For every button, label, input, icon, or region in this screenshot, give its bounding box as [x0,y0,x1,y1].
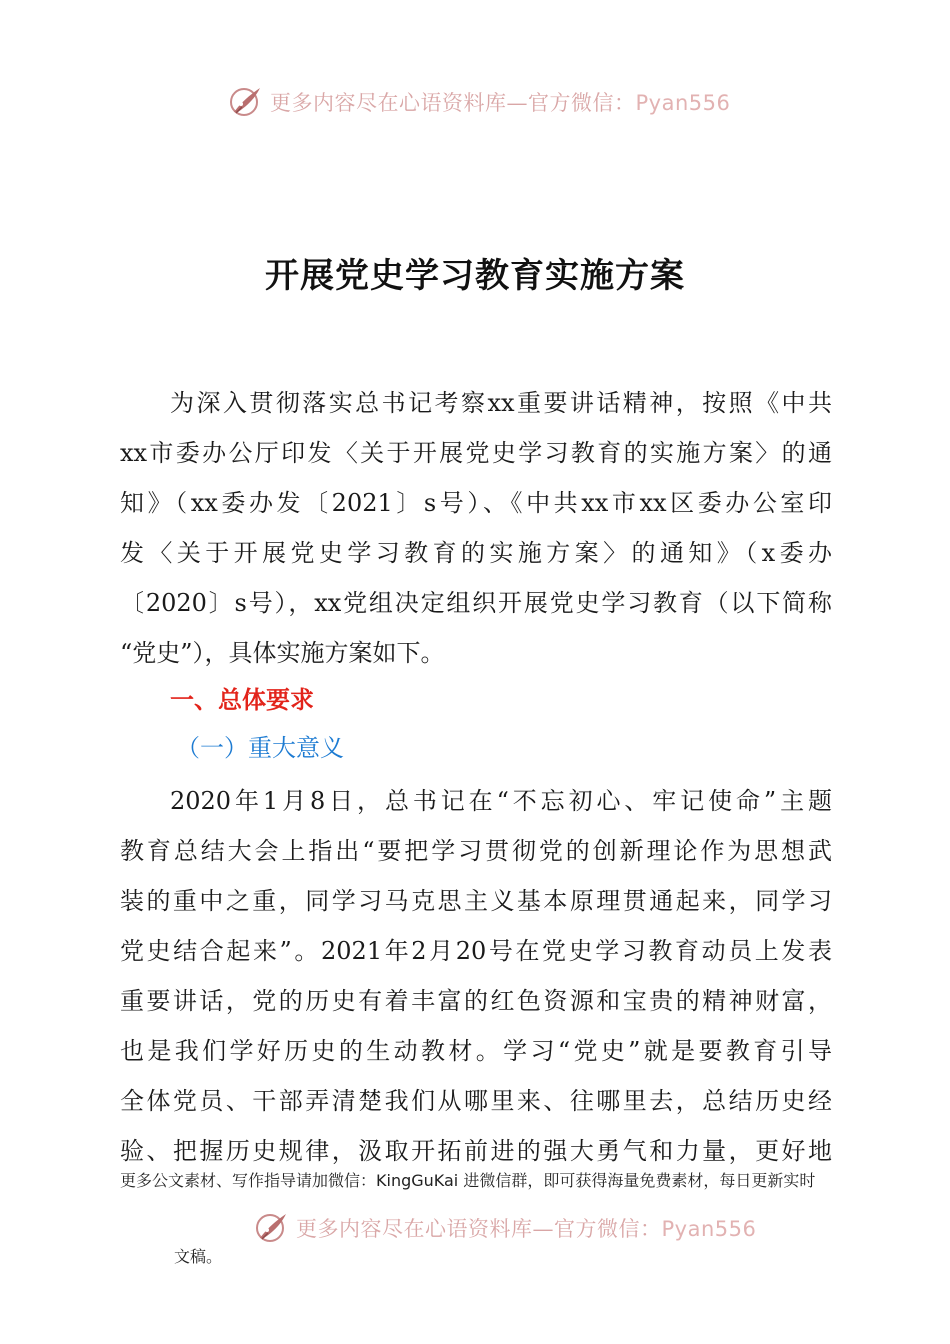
footer-tail-text: 文稿。 [174,1247,223,1266]
footer-promo-note: 更多公文素材、写作指导请加微信：KingGuKai 进微信群，即可获得海量免费素材，每日更新实时 [120,1171,816,1190]
body-line: 教育总结大会上指出“要把学习贯彻党的创新理论作为思想武 [120,837,832,865]
intro-line: 知》（xx委办发〔2021〕s号）、《中共xx市xx区委办公室印 [120,489,832,517]
watermark-banner-top [226,82,730,122]
body-line: 验、把握历史规律，汲取开拓前进的强大勇气和力量，更好地 [120,1137,832,1165]
quill-logo-icon [252,1208,292,1248]
body-line: 全体党员、干部弄清楚我们从哪里来、往哪里去，总结历史经 [120,1087,832,1115]
watermark-wechat-id: Pyan556 [635,91,731,115]
body-line: 也是我们学好历史的生动教材。学习“党史”就是要教育引导 [120,1037,832,1065]
intro-line: 〔2020〕s号），xx党组决定组织开展党史学习教育（以下简称 [120,589,832,617]
watermark-label: 更多内容尽在心语资料库—官方微信： [270,91,636,115]
body-line: 重要讲话，党的历史有着丰富的红色资源和宝贵的精神财富， [120,987,832,1015]
body-line: 装的重中之重，同学习马克思主义基本原理贯通起来，同学习 [120,887,832,915]
watermark-wechat-id: Pyan556 [661,1217,757,1241]
intro-paragraph [120,378,832,678]
watermark-label: 更多内容尽在心语资料库—官方微信： [296,1217,662,1241]
section-heading-overall-requirements: 一、总体要求 [170,686,314,714]
watermark-text [270,87,730,117]
intro-line: 为深入贯彻落实总书记考察xx重要讲话精神，按照《中共 [170,389,832,417]
body-line: 2020年1月8日，总书记在“不忘初心、牢记使命”主题 [170,787,832,815]
watermark-banner-bottom [252,1208,756,1248]
subsection-heading-significance: （一）重大意义 [176,734,344,762]
intro-line: 发〈关于开展党史学习教育的实施方案〉的通知》（x委办 [120,539,832,567]
body-paragraph [120,776,832,1176]
intro-line: xx市委办公厅印发〈关于开展党史学习教育的实施方案〉的通 [120,439,832,467]
document-title: 开展党史学习教育实施方案 [265,256,685,296]
intro-line: “党史”），具体实施方案如下。 [120,639,445,667]
quill-logo-icon [226,82,266,122]
watermark-text [296,1213,756,1243]
body-line: 党史结合起来”。2021年2月20号在党史学习教育动员上发表 [120,937,832,965]
